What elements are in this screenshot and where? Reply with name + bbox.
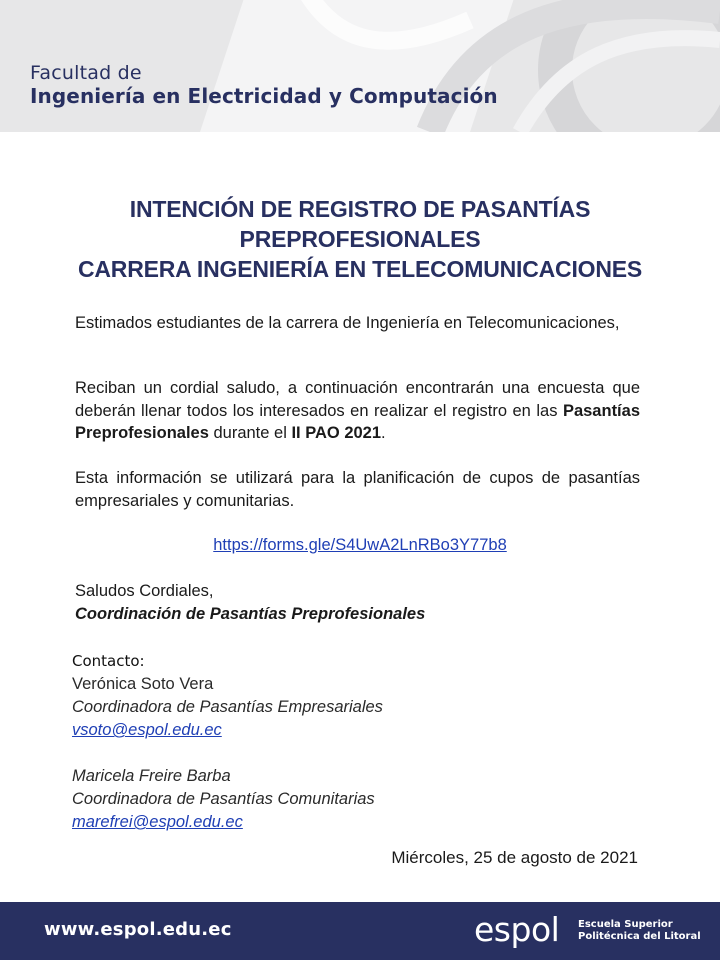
footer-bar — [0, 902, 720, 960]
footer-website[interactable]: www.espol.edu.ec — [44, 919, 232, 940]
term-name: II PAO 2021 — [291, 424, 382, 442]
espol-logo-wordmark: espol — [474, 910, 560, 949]
survey-link[interactable]: https://forms.gle/S4UwA2LnRBo3Y77b8 — [213, 536, 507, 554]
greeting-paragraph: Estimados estudiantes de la carrera de Ingeniería en Telecomunicaciones, — [75, 314, 620, 332]
contact2-name: Maricela Freire Barba — [72, 767, 231, 785]
logo-subtitle-line1: Escuela Superior — [578, 919, 673, 930]
title-line3: CARRERA INGENIERÍA EN TELECOMUNICACIONES — [77, 256, 643, 282]
survey-text-part1: Reciban un cordial saludo, a continuación encontrarán una encuesta que deberán llenar todos los interesados en realizar el registro en las — [75, 379, 640, 420]
title-line2: PREPROFESIONALES — [239, 226, 481, 252]
contact2-role: Coordinadora de Pasantías Comunitarias — [72, 790, 375, 808]
survey-text-part3: . — [381, 424, 386, 442]
survey-text-part2: durante el — [208, 424, 292, 442]
program-name: Pasantías Preprofesionales — [75, 401, 640, 442]
title-line1: INTENCIÓN DE REGISTRO DE PASANTÍAS — [129, 196, 591, 222]
contact-spacer — [72, 742, 383, 765]
survey-paragraph — [75, 377, 640, 445]
contact2-email-link[interactable]: marefrei@espol.edu.ec — [72, 813, 243, 831]
faculty-name-line1: Facultad de — [30, 62, 142, 84]
contact1-name: Verónica Soto Vera — [72, 675, 214, 693]
contact-block — [72, 650, 383, 834]
faculty-name-line2: Ingeniería en Electricidad y Computación — [30, 84, 498, 108]
document-date: Miércoles, 25 de agosto de 2021 — [391, 848, 638, 867]
document-title — [0, 194, 720, 284]
contact1-role: Coordinadora de Pasantías Empresariales — [72, 698, 383, 716]
espol-logo-subtitle — [578, 919, 701, 943]
logo-subtitle-line2: Politécnica del Litoral — [578, 931, 701, 942]
espol-logo — [474, 910, 714, 954]
contact1-email-link[interactable]: vsoto@espol.edu.ec — [72, 721, 222, 739]
closing-salutation: Saludos Cordiales, — [75, 582, 214, 600]
purpose-paragraph: Esta información se utilizará para la planificación de cupos de pasantías empresariales y comunitarias. — [75, 469, 640, 510]
contact-label: Contacto: — [72, 652, 145, 670]
closing-signature: Coordinación de Pasantías Preprofesionales — [75, 605, 426, 623]
closing-block — [75, 580, 425, 626]
survey-link-line — [0, 536, 720, 555]
header-banner — [0, 0, 720, 132]
